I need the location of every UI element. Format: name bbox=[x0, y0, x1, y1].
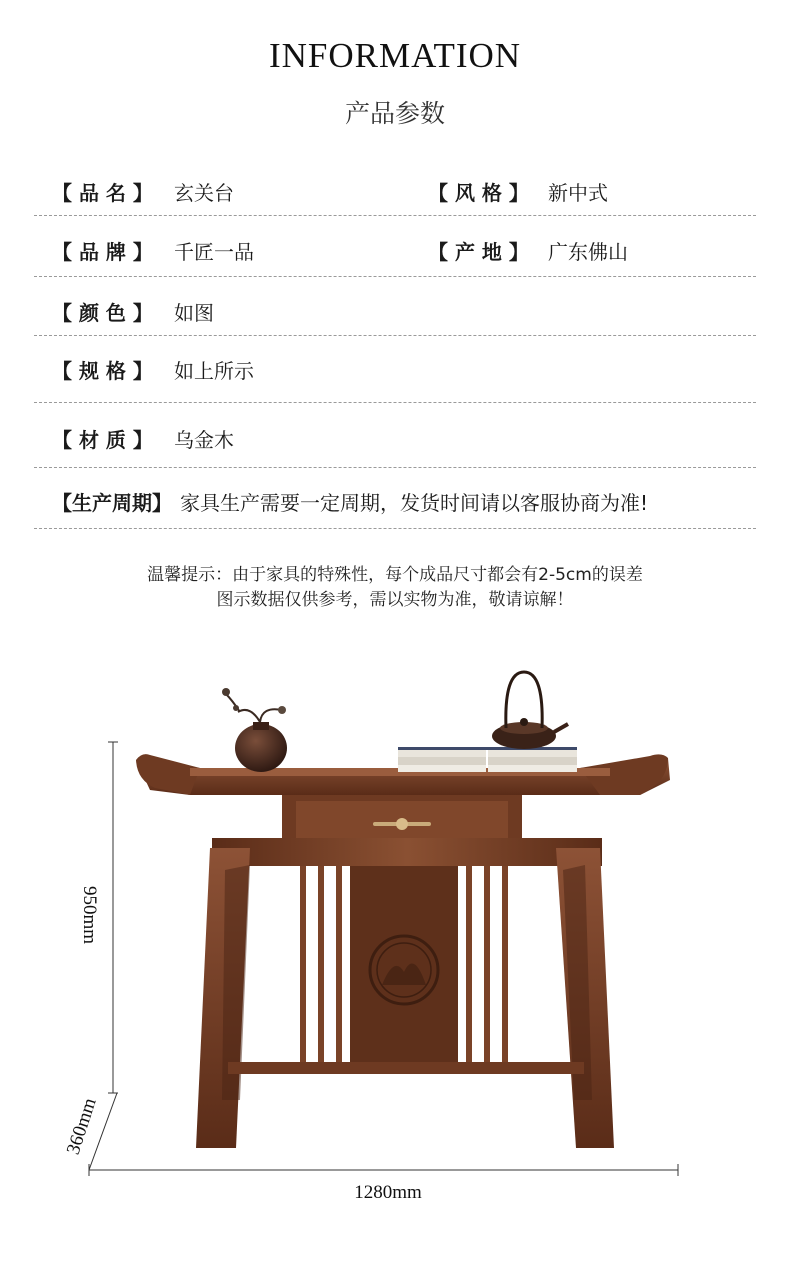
spec-key-size: 【 规 格 】 bbox=[52, 359, 153, 383]
spec-value-cycle: 家具生产需要一定周期，发货时间请以客服协商为准! bbox=[180, 491, 649, 515]
page-title: INFORMATION bbox=[268, 36, 522, 75]
spec-key-cycle: 【生产周期】 bbox=[52, 491, 172, 515]
vase-with-branch bbox=[222, 688, 287, 772]
depth-dimension-label: 360mm bbox=[62, 1095, 101, 1158]
spec-value-color: 如图 bbox=[174, 301, 214, 325]
product-diagram bbox=[0, 640, 790, 1265]
spec-value-style: 新中式 bbox=[548, 181, 608, 205]
spec-value-material: 乌金木 bbox=[174, 428, 234, 452]
spec-row-material bbox=[34, 403, 756, 468]
spec-table bbox=[34, 160, 756, 529]
width-dimension-label: 1280mm bbox=[354, 1182, 422, 1203]
notice-line-1: 温馨提示：由于家具的特殊性，每个成品尺寸都会有2-5cm的误差 bbox=[147, 565, 643, 585]
spec-row-name-style bbox=[34, 160, 756, 216]
spec-row-size bbox=[34, 336, 756, 403]
spec-key-color: 【 颜 色 】 bbox=[52, 301, 153, 325]
spec-key-origin: 【 产 地 】 bbox=[428, 240, 529, 264]
spec-row-brand-origin bbox=[34, 216, 756, 277]
notice-line-2: 图示数据仅供参考，需以实物为准，敬请谅解！ bbox=[216, 590, 574, 610]
spec-key-brand: 【 品 牌 】 bbox=[52, 240, 153, 264]
spec-key-name: 【 品 名 】 bbox=[52, 181, 153, 205]
notice bbox=[0, 563, 790, 613]
spec-key-material: 【 材 质 】 bbox=[52, 428, 153, 452]
spec-value-size: 如上所示 bbox=[174, 359, 254, 383]
spec-value-brand: 千匠一品 bbox=[174, 240, 254, 264]
page-subtitle: 产品参数 bbox=[344, 99, 445, 128]
height-dimension-label: 950mm bbox=[79, 885, 100, 945]
spec-row-color bbox=[34, 277, 756, 336]
spec-value-origin: 广东佛山 bbox=[548, 240, 628, 264]
teapot bbox=[492, 672, 568, 749]
console-table-illustration bbox=[136, 754, 670, 1148]
spec-value-name: 玄关台 bbox=[174, 181, 234, 205]
spec-key-style: 【 风 格 】 bbox=[428, 181, 529, 205]
spec-row-cycle bbox=[34, 468, 756, 529]
